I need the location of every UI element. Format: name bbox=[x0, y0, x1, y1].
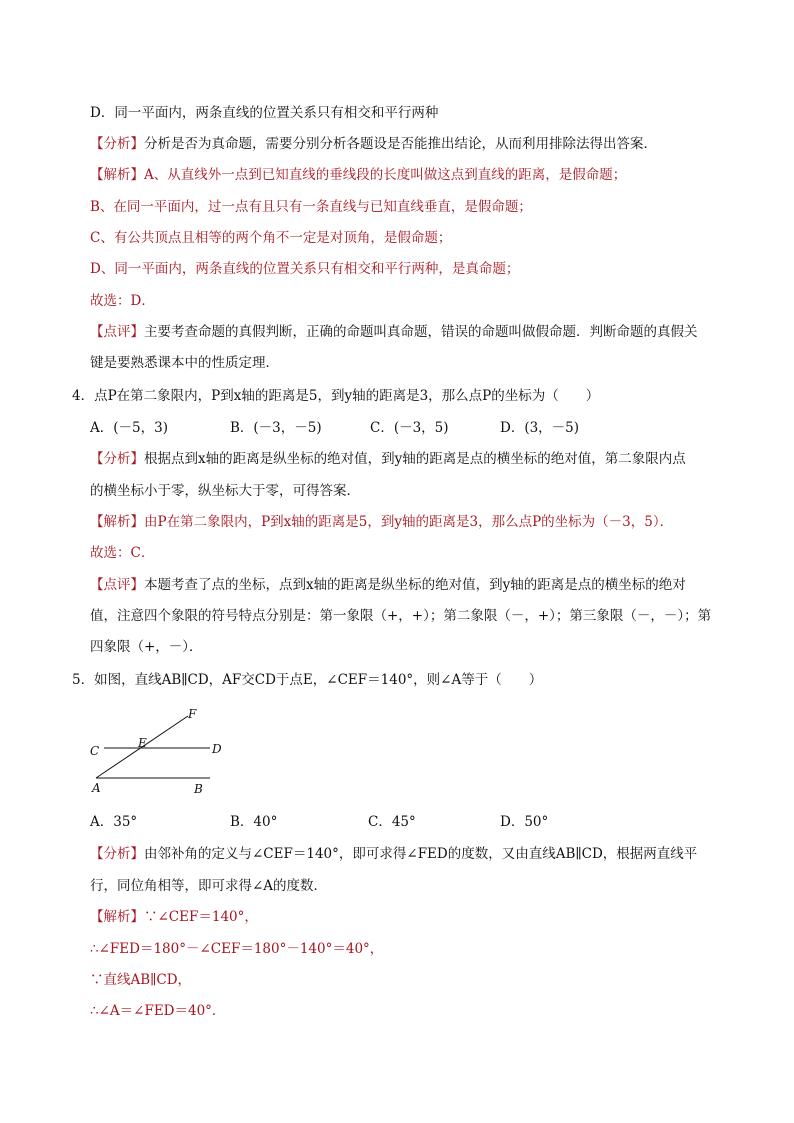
solution-tag: 【解析】 bbox=[90, 909, 144, 925]
question-number: 4． bbox=[72, 388, 95, 404]
label-f: F bbox=[188, 707, 197, 721]
solution-line-b: B、在同一平面内，过一点有且只有一条直线与已知直线垂直，是假命题； bbox=[90, 199, 532, 215]
question-text: 如图，直线AB∥CD，AF交CD于点E，∠CEF＝140°，则∠A等于（ ） bbox=[94, 672, 543, 688]
q5-solution-line-4: ∴∠A＝∠FED＝40°． bbox=[90, 1003, 226, 1019]
solution-tag: 【解析】 bbox=[90, 514, 144, 530]
option-b: B．40° bbox=[230, 814, 278, 830]
solution-line-d: D、同一平面内，两条直线的位置关系只有相交和平行两种，是真命题； bbox=[90, 261, 520, 277]
parallel-lines-figure bbox=[80, 700, 250, 800]
q4-analysis-line-1 bbox=[90, 449, 686, 469]
q4-solution-line bbox=[90, 512, 673, 532]
solution-line-a bbox=[90, 165, 626, 185]
comment-tag: 【点评】 bbox=[90, 577, 144, 593]
q4-analysis-line-2: 的横坐标小于零，纵坐标大于零，可得答案． bbox=[90, 483, 360, 499]
option-a: A．(－5，3) bbox=[90, 420, 168, 436]
label-c: C bbox=[90, 744, 100, 758]
option-c: C．45° bbox=[368, 814, 416, 830]
label-e: E bbox=[138, 736, 147, 750]
choice-line: 故选：D． bbox=[90, 293, 155, 309]
q4-comment-line-1 bbox=[90, 575, 686, 595]
solution-line-c: C、有公共顶点且相等的两个角不一定是对顶角，是假命题； bbox=[90, 230, 452, 246]
q5-solution-line-2: ∴∠FED＝180°－∠CEF＝180°－140°＝40°， bbox=[90, 941, 384, 957]
question-text: 点P在第二象限内，P到x轴的距离是5，到y轴的距离是3，那么点P的坐标为（ ） bbox=[94, 388, 600, 404]
q4-comment-line-2: 值，注意四个象限的符号特点分别是：第一象限（+，+）；第二象限（－，+）；第三象限（－，－）；第 bbox=[90, 608, 712, 624]
solution-tag: 【解析】 bbox=[90, 167, 144, 183]
option-b: B．(－3，－5) bbox=[230, 420, 322, 436]
comment-text-1: 主要考查命题的真假判断，正确的命题叫真命题，错误的命题叫做假命题．判断命题的真假关 bbox=[144, 324, 698, 340]
option-d: D．(3，－5) bbox=[500, 420, 580, 436]
solution-text: 由P在第二象限内，P到x轴的距离是5，到y轴的距离是3，那么点P的坐标为（－3，5）． bbox=[144, 514, 674, 530]
q5-solution-line-3: ∵直线AB∥CD， bbox=[90, 972, 192, 988]
analysis-paragraph bbox=[90, 134, 657, 154]
question-number: 5． bbox=[72, 672, 95, 688]
option-d: D．50° bbox=[500, 814, 549, 830]
analysis-text: 根据点到x轴的距离是纵坐标的绝对值，到y轴的距离是点的横坐标的绝对值，第二象限内点 bbox=[144, 451, 686, 467]
label-a: A bbox=[92, 781, 101, 795]
q4-choice-line: 故选：C． bbox=[90, 545, 155, 561]
solution-text-1: ∵∠CEF＝140°， bbox=[144, 909, 258, 925]
question-4-stem bbox=[72, 386, 599, 406]
question-5-options bbox=[90, 812, 690, 832]
question-5-stem bbox=[72, 670, 542, 690]
comment-text-1: 本题考查了点的坐标，点到x轴的距离是纵坐标的绝对值，到y轴的距离是点的横坐标的绝对 bbox=[144, 577, 686, 593]
question-4-options bbox=[90, 418, 690, 438]
q4-comment-line-3: 四象限（+，－）． bbox=[90, 639, 203, 655]
option-d: D．同一平面内，两条直线的位置关系只有相交和平行两种 bbox=[90, 105, 439, 121]
analysis-text: 分析是否为真命题，需要分别分析各题设是否能推出结论，从而利用排除法得出答案． bbox=[144, 136, 657, 152]
analysis-tag: 【分析】 bbox=[90, 846, 144, 862]
q5-solution-line-1 bbox=[90, 907, 258, 927]
q5-analysis-line-1 bbox=[90, 844, 697, 864]
option-a: A．35° bbox=[90, 814, 138, 830]
q5-analysis-line-2: 行，同位角相等，即可求得∠A的度数． bbox=[90, 878, 328, 894]
comment-tag: 【点评】 bbox=[90, 324, 144, 340]
analysis-tag: 【分析】 bbox=[90, 136, 144, 152]
solution-text-a: A、从直线外一点到已知直线的垂线段的长度叫做这点到直线的距离，是假命题； bbox=[144, 167, 627, 183]
analysis-tag: 【分析】 bbox=[90, 451, 144, 467]
comment-line-1 bbox=[90, 322, 698, 342]
comment-line-2: 键是要熟悉课本中的性质定理． bbox=[90, 355, 279, 371]
option-c: C．(－3，5) bbox=[370, 420, 449, 436]
label-d: D bbox=[212, 742, 222, 756]
label-b: B bbox=[194, 782, 203, 796]
analysis-text: 由邻补角的定义与∠CEF＝140°，即可求得∠FED的度数，又由直线AB∥CD，根据两直线平 bbox=[144, 846, 698, 862]
